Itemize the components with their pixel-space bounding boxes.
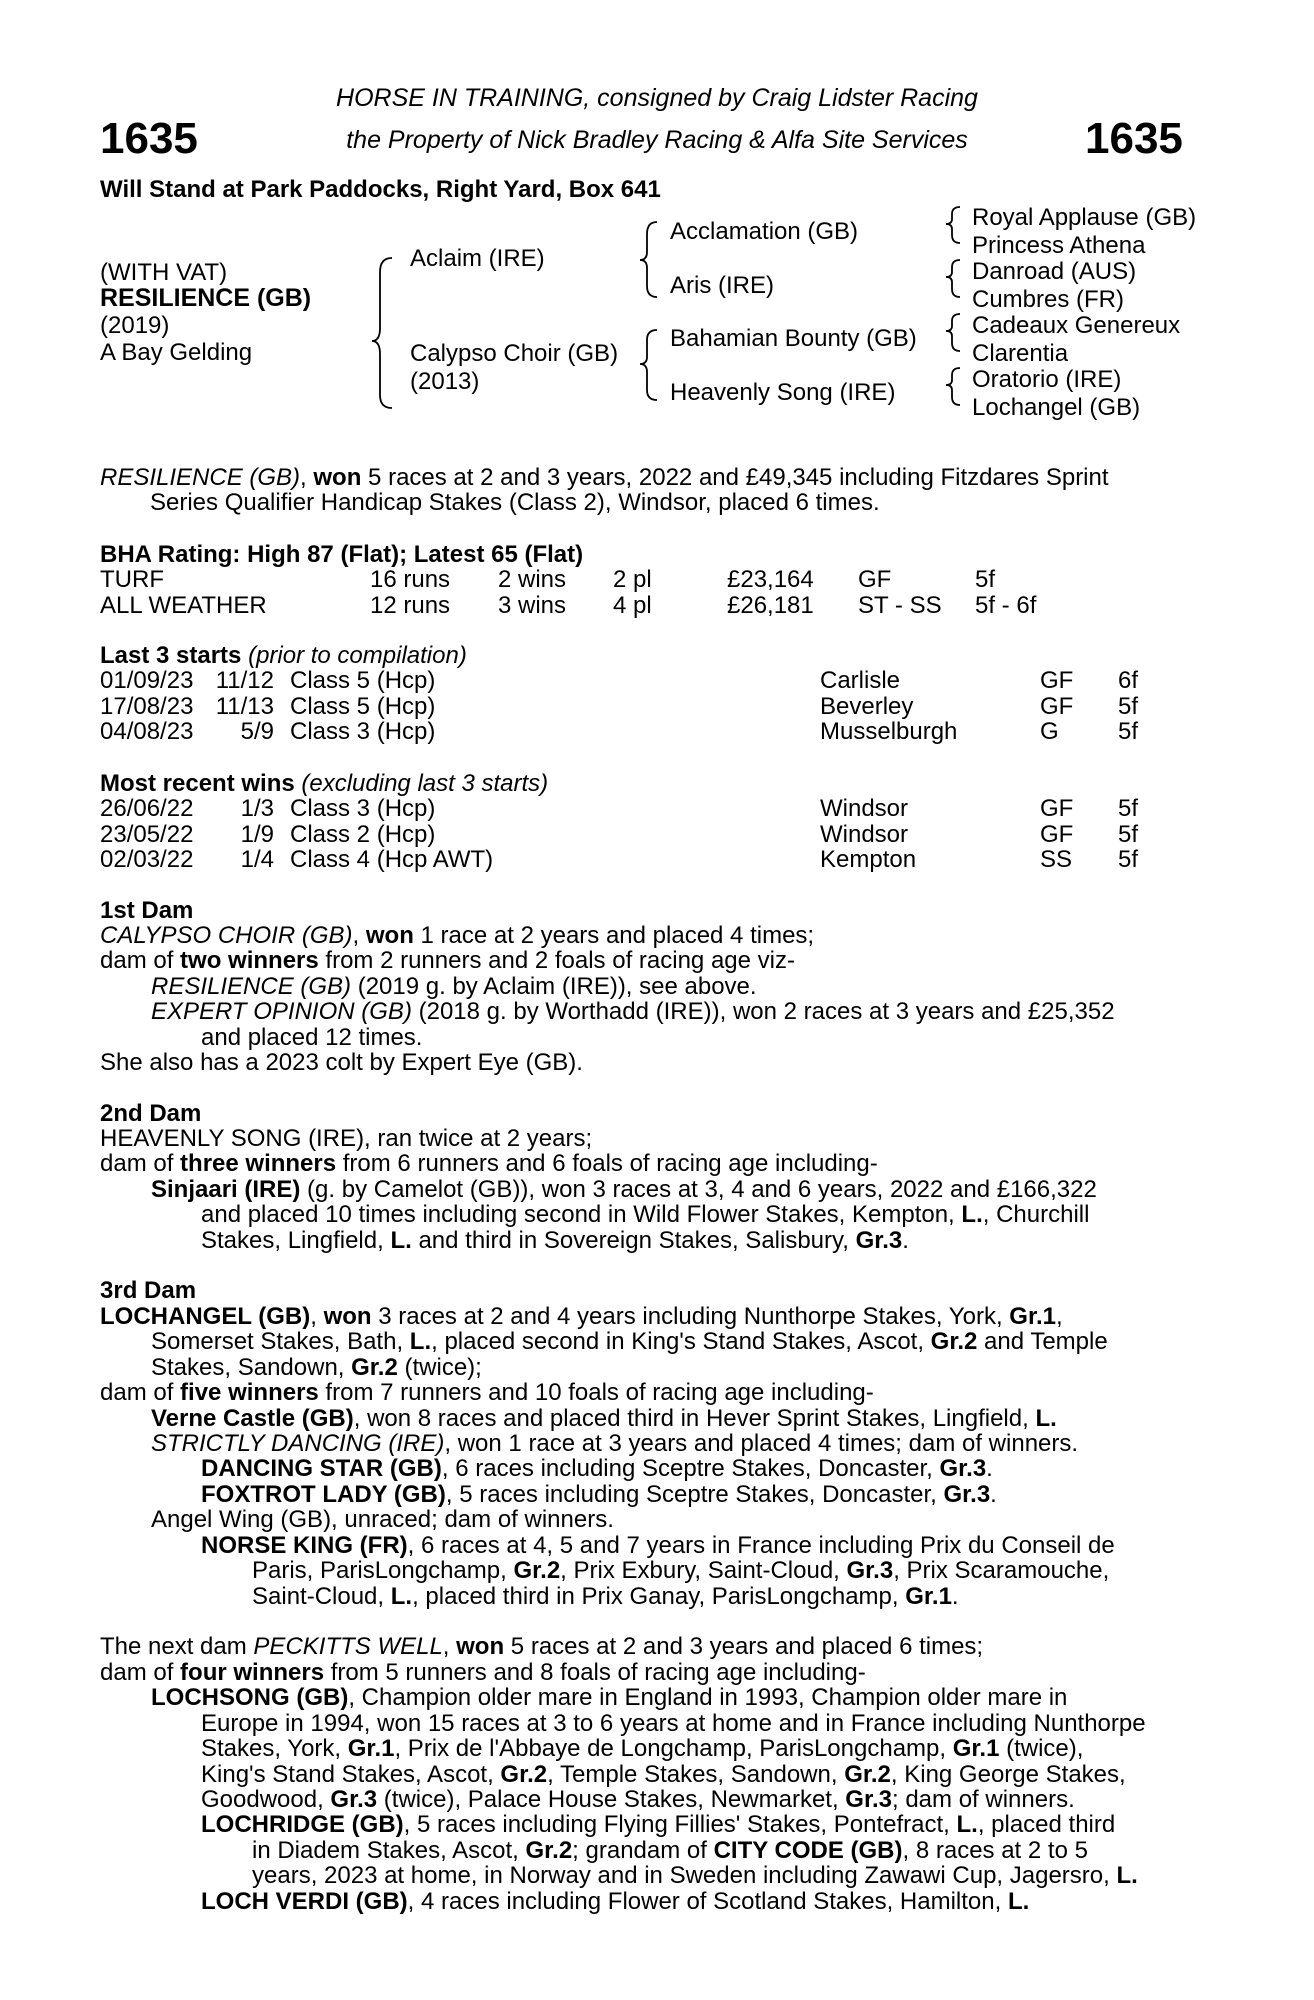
- recent-going: GF: [1040, 795, 1074, 822]
- recent-pos: 1/4: [240, 846, 274, 873]
- recent-date: 26/06/22: [100, 795, 194, 822]
- brace-dd: [946, 368, 960, 405]
- last3-cls: Class 3 (Hcp): [290, 718, 436, 745]
- rating-runs: 16 runs: [370, 566, 451, 593]
- recent-course: Windsor: [820, 820, 909, 848]
- dam3-line5: Verne Castle (GB), won 8 races and placed third in Hever Sprint Stakes, Lingfield, L.: [151, 1405, 1057, 1432]
- rating-surface: ALL WEATHER: [100, 591, 267, 619]
- rating-prize: £26,181: [727, 591, 814, 619]
- consignor-line: HORSE IN TRAINING, consigned by Craig Lidster Racing: [336, 84, 978, 112]
- rating-dist: 5f - 6f: [975, 591, 1037, 619]
- pedigree-dam: Calypso Choir (GB): [410, 340, 619, 367]
- nextdam-line8: LOCHRIDGE (GB), 5 races including Flying Fillies' Stakes, Pontefract, L., placed third: [201, 1811, 1116, 1838]
- pedigree-dss: Cadeaux Genereux: [972, 312, 1181, 339]
- last3-cls: Class 5 (Hcp): [290, 667, 436, 694]
- brace-dam: [640, 330, 657, 400]
- last3-pos: 5/9: [240, 718, 274, 745]
- lot-number-right: 1635: [1085, 114, 1183, 163]
- last3-dist: 5f: [1118, 718, 1139, 745]
- dam2-line3: Sinjaari (IRE) (g. by Camelot (GB)), won 3 races at 3, 4 and 6 years, 2022 and £166,322: [151, 1176, 1097, 1203]
- last3-date: 01/09/23: [100, 667, 194, 694]
- brace-gen1: [372, 258, 392, 408]
- nextdam-line6: King's Stand Stakes, Ascot, Gr.2, Temple Stakes, Sandown, Gr.2, King George Stakes,: [201, 1761, 1126, 1788]
- dam3-line2: Somerset Stakes, Bath, L., placed second in King's Stand Stakes, Ascot, Gr.2 and Temple: [151, 1328, 1108, 1355]
- dam3-line12: Saint-Cloud, L., placed third in Prix Ganay, ParisLongchamp, Gr.1.: [252, 1583, 959, 1610]
- recent-dist: 5f: [1118, 795, 1139, 822]
- dam2-title: 2nd Dam: [100, 1100, 202, 1127]
- dam1-title: 1st Dam: [100, 897, 194, 924]
- recent-heading: Most recent wins (excluding last 3 starts): [100, 770, 549, 797]
- recent-cls: Class 4 (Hcp AWT): [290, 846, 494, 873]
- recent-pos: 1/9: [240, 820, 274, 848]
- pedigree-dam-sire: Bahamian Bounty (GB): [670, 325, 917, 352]
- nextdam-line7: Goodwood, Gr.3 (twice), Palace House Stakes, Newmarket, Gr.3; dam of winners.: [201, 1786, 1075, 1813]
- dam1-line3: RESILIENCE (GB) (2019 g. by Aclaim (IRE)), see above.: [151, 973, 757, 1000]
- rating-runs: 12 runs: [370, 591, 451, 619]
- last3-date: 17/08/23: [100, 692, 194, 720]
- brace-sd: [946, 260, 960, 297]
- nextdam-line11: LOCH VERDI (GB), 4 races including Flower of Scotland Stakes, Hamilton, L.: [201, 1888, 1030, 1915]
- last3-going: GF: [1040, 692, 1074, 720]
- pedigree-ddd: Lochangel (GB): [972, 394, 1141, 421]
- dam3-line9: Angel Wing (GB), unraced; dam of winners.: [151, 1506, 614, 1533]
- dam2-line5: Stakes, Lingfield, L. and third in Sovereign Stakes, Salisbury, Gr.3.: [201, 1227, 909, 1254]
- rating-dist: 5f: [975, 566, 996, 593]
- last3-heading: Last 3 starts (prior to compilation): [100, 642, 467, 669]
- dam3-line11: Paris, ParisLongchamp, Gr.2, Prix Exbury, Saint-Cloud, Gr.3, Prix Scaramouche,: [252, 1557, 1110, 1584]
- dam3-line3: Stakes, Sandown, Gr.2 (twice);: [151, 1354, 482, 1381]
- horse-name: RESILIENCE (GB): [100, 284, 312, 312]
- recent-date: 02/03/22: [100, 846, 194, 873]
- recent-dist: 5f: [1118, 820, 1139, 848]
- last3-pos: 11/12: [215, 667, 274, 694]
- nextdam-line3: LOCHSONG (GB), Champion older mare in England in 1993, Champion older mare in: [151, 1684, 1068, 1711]
- nextdam-line10: years, 2023 at home, in Norway and in Sweden including Zawawi Cup, Jagersro, L.: [252, 1862, 1138, 1889]
- dam3-line6: STRICTLY DANCING (IRE), won 1 race at 3 years and placed 4 times; dam of winners.: [151, 1430, 1079, 1457]
- dam3-line7: DANCING STAR (GB), 6 races including Sceptre Stakes, Doncaster, Gr.3.: [201, 1455, 993, 1482]
- lot-number-left: 1635: [100, 114, 198, 163]
- recent-course: Windsor: [820, 795, 909, 822]
- rating-going: ST - SS: [858, 591, 942, 619]
- last3-going: GF: [1040, 667, 1074, 694]
- pedigree-sire-sire: Acclamation (GB): [670, 218, 859, 245]
- dam3-line4: dam of five winners from 7 runners and 10 foals of racing age including-: [100, 1379, 874, 1406]
- last3-pos: 11/13: [215, 692, 274, 720]
- recent-cls: Class 2 (Hcp): [290, 820, 436, 848]
- pedigree-dam-dam: Heavenly Song (IRE): [670, 379, 896, 406]
- last3-course: Musselburgh: [820, 718, 958, 745]
- pedigree-sds: Danroad (AUS): [972, 258, 1137, 285]
- rating-surface: TURF: [100, 566, 164, 593]
- pedigree-dsd: Clarentia: [972, 340, 1069, 367]
- recent-dist: 5f: [1118, 846, 1139, 873]
- dam3-line8: FOXTROT LADY (GB), 5 races including Sceptre Stakes, Doncaster, Gr.3.: [201, 1481, 997, 1508]
- rating-prize: £23,164: [727, 566, 814, 593]
- dam1-line2: dam of two winners from 2 runners and 2 foals of racing age viz-: [100, 947, 795, 974]
- brace-sire: [640, 222, 657, 297]
- horse-year: (2019): [100, 312, 170, 339]
- bha-rating-title: BHA Rating: High 87 (Flat); Latest 65 (Flat): [100, 541, 584, 568]
- rating-wins: 3 wins: [498, 591, 567, 619]
- last3-going: G: [1040, 718, 1059, 745]
- dam2-line2: dam of three winners from 6 runners and 6 foals of racing age including-: [100, 1150, 878, 1177]
- pedigree-sdd: Cumbres (FR): [972, 286, 1125, 313]
- dam2-line4: and placed 10 times including second in Wild Flower Stakes, Kempton, L., Churchill: [201, 1201, 1090, 1228]
- stand-location: Will Stand at Park Paddocks, Right Yard, Box 641: [100, 176, 661, 203]
- pedigree-dds: Oratorio (IRE): [972, 366, 1122, 393]
- nextdam-line4: Europe in 1994, won 15 races at 3 to 6 years at home and in France including Nunthorpe: [201, 1710, 1146, 1737]
- property-line: the Property of Nick Bradley Racing & Alfa Site Services: [346, 126, 968, 154]
- dam1-line5: and placed 12 times.: [201, 1024, 423, 1051]
- recent-going: GF: [1040, 820, 1074, 848]
- rating-going: GF: [858, 566, 892, 593]
- pedigree-dam-year: (2013): [410, 368, 480, 395]
- recent-going: SS: [1040, 846, 1073, 873]
- last3-course: Carlisle: [820, 667, 901, 694]
- recent-cls: Class 3 (Hcp): [290, 795, 436, 822]
- vat-label: (WITH VAT): [100, 259, 228, 286]
- rating-pl: 4 pl: [613, 591, 652, 619]
- recent-course: Kempton: [820, 846, 917, 873]
- brace-ss: [946, 207, 960, 243]
- dam3-line10: NORSE KING (FR), 6 races at 4, 5 and 7 years in France including Prix du Conseil de: [201, 1532, 1115, 1559]
- last3-date: 04/08/23: [100, 718, 194, 745]
- pedigree-sss: Royal Applause (GB): [972, 204, 1197, 231]
- dam1-line1: CALYPSO CHOIR (GB), won 1 race at 2 years and placed 4 times;: [100, 922, 815, 949]
- nextdam-line1: The next dam PECKITTS WELL, won 5 races at 2 and 3 years and placed 6 times;: [100, 1633, 984, 1660]
- pedigree-ssd: Princess Athena: [972, 232, 1146, 259]
- pedigree-sire-dam: Aris (IRE): [670, 272, 774, 299]
- last3-course: Beverley: [820, 692, 914, 720]
- dam3-line1: LOCHANGEL (GB), won 3 races at 2 and 4 years including Nunthorpe Stakes, York, Gr.1,: [100, 1303, 1063, 1330]
- last3-dist: 6f: [1118, 667, 1139, 694]
- dam3-title: 3rd Dam: [100, 1277, 197, 1304]
- rating-wins: 2 wins: [498, 566, 567, 593]
- horse-description: A Bay Gelding: [100, 339, 253, 366]
- dam1-line4: EXPERT OPINION (GB) (2018 g. by Worthadd (IRE)), won 2 races at 3 years and £25,352: [151, 998, 1115, 1025]
- dam2-line1: HEAVENLY SONG (IRE), ran twice at 2 years;: [100, 1125, 593, 1152]
- recent-date: 23/05/22: [100, 820, 194, 848]
- brace-ds: [946, 314, 960, 351]
- recent-pos: 1/3: [240, 795, 274, 822]
- last3-dist: 5f: [1118, 692, 1139, 720]
- dam1-line6: She also has a 2023 colt by Expert Eye (GB).: [100, 1049, 583, 1076]
- nextdam-line2: dam of four winners from 5 runners and 8 foals of racing age including-: [100, 1659, 866, 1686]
- nextdam-line9: in Diadem Stakes, Ascot, Gr.2; grandam of CITY CODE (GB), 8 races at 2 to 5: [252, 1837, 1088, 1864]
- pedigree-sire: Aclaim (IRE): [410, 245, 545, 272]
- rating-pl: 2 pl: [613, 566, 652, 593]
- last3-cls: Class 5 (Hcp): [290, 692, 436, 720]
- nextdam-line5: Stakes, York, Gr.1, Prix de l'Abbaye de Longchamp, ParisLongchamp, Gr.1 (twice),: [201, 1735, 1084, 1762]
